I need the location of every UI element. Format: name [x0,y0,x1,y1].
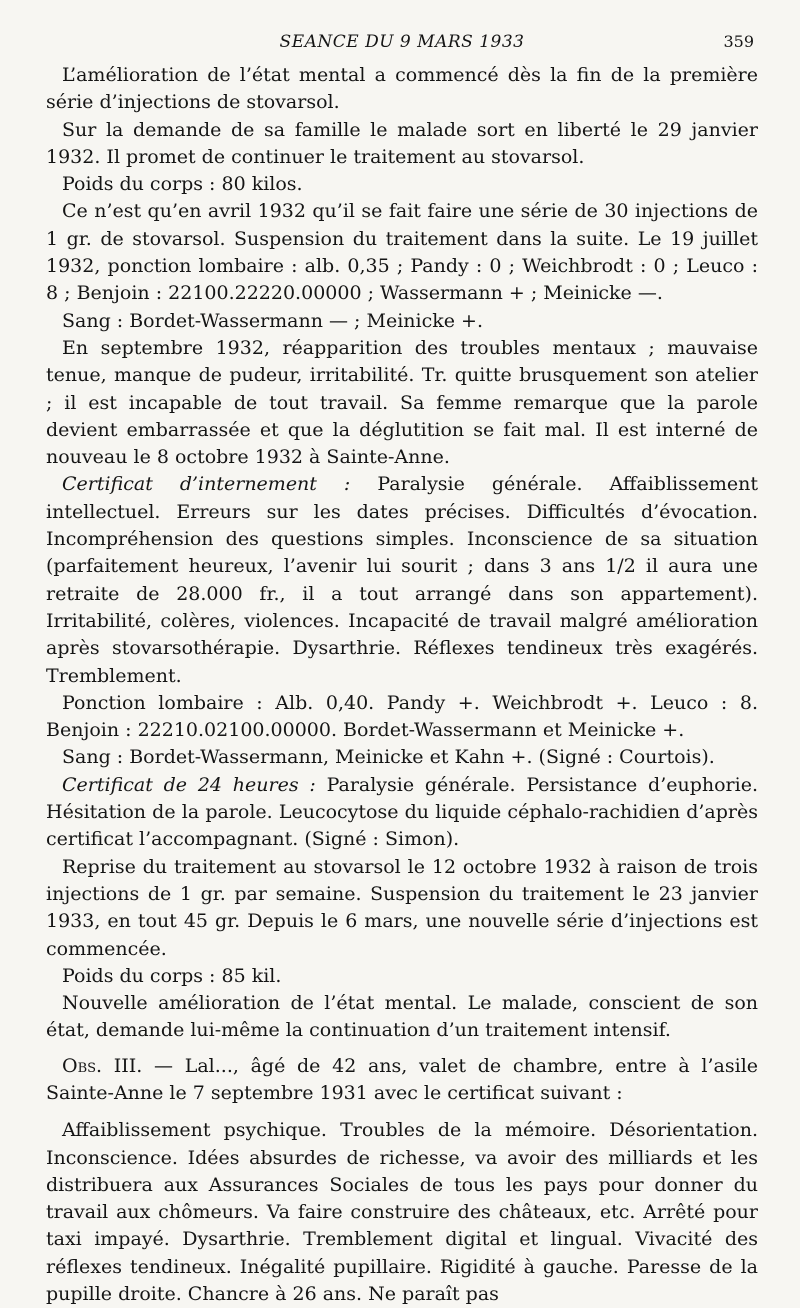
certificat-24h [46,772,758,854]
ponction-paragraph: Ponction lombaire : Alb. 0,40. Pandy +. Weichbrodt +. Leuco : 8. Benjoin : 22210.02100.00000. Bordet-Wassermann et Meinicke +. [46,691,758,742]
paragraph: En septembre 1932, réapparition des troubles mentaux ; mauvaise tenue, manque de pudeur, irritabilité. Tr. quitte brusquement son atelier ; il est incapable de tout travail. Sa femme remarque que la parole devient embarrassée et que la déglutition se fait mal. Il est interné de nouveau le 8 octobre 1932 à Sainte-Anne. [46,336,758,469]
sang-paragraph: Sang : Bordet-Wassermann, Meinicke et Kahn +. (Signé : Courtois). [62,746,715,769]
reprise-paragraph: Reprise du traitement au stovarsol le 12 octobre 1932 à raison de trois injections de 1 gr. par semaine. Suspension du traitement le 23 janvier 1933, en tout 45 gr. Depuis le 6 mars, une nouvelle série d’injections est commencée. [46,855,758,960]
body-text [46,62,758,1308]
observation-paragraph [46,1053,758,1108]
certificat-internement-label: Certificat d’internement : [62,473,351,496]
running-title: SEANCE DU 9 MARS 1933 [279,32,525,52]
poids-paragraph: Poids du corps : 85 kil. [62,964,282,987]
certificat-24h-label: Certificat de 24 heures : [62,773,316,796]
final-paragraph: Affaiblissement psychique. Troubles de la mémoire. Désorientation. Inconscience. Idées absurdes de richesse, va avoir des milliards et les distribuera aux Assurances Sociales de tous les pays pour donner du travail aux chômeurs. Va faire construire des châteaux, etc. Arrêté pour taxi impayé. Dysarthrie. Tremblement digital et lingual. Vivacité des réflexes tendineux. Inégalité pupillaire. Rigidité à gauche. Paresse de la pupille droite. Chancre à 26 ans. Ne paraît pas [46,1119,758,1306]
paragraph: L’amélioration de l’état mental a commencé dès la fin de la première série d’injections de stovarsol. [46,64,758,114]
page-number: 359 [723,32,754,51]
paragraph: Sur la demande de sa famille le malade sort en liberté le 29 janvier 1932. Il promet de continuer le traitement au stovarsol. [46,118,758,168]
page-header [46,0,758,62]
certificat-internement [46,471,758,689]
observation-text: — Lal..., âgé de 42 ans, valet de chambre, entre à l’asile Sainte-Anne le 7 septembre 1931 avec le certificat suivant : [46,1054,759,1104]
paragraph: Ce n’est qu’en avril 1932 qu’il se fait faire une série de 30 injections de 1 gr. de stovarsol. Suspension du traitement dans la suite. Le 19 juillet 1932, ponction lombaire : alb. 0,35 ; Pandy : 0 ; Weichbrodt : 0 ; Leuco : 8 ; Benjoin : 22100.22220.00000 ; Wassermann + ; Meinicke —. [46,200,758,305]
certificat-24h-text: Paralysie générale. Persistance d’euphorie. Hésitation de la parole. Leucocytose du liquide céphalo-rachidien d’après certificat l’accompagnant. (Signé : Simon). [46,773,759,851]
observation-label: Obs. III. [62,1054,143,1077]
paragraph: Poids du corps : 80 kilos. [62,173,303,196]
certificat-internement-text: Paralysie générale. Affaiblissement intellectuel. Erreurs sur les dates précises. Difficultés d’évocation. Incompréhension des questions simples. Inconscience de sa situation (parfaitement heureux, l’avenir lui sourit ; dans 3 ans 1/2 il aura une retraite de 28.000 fr., il a tout arrangé dans son appartement). Irritabilité, colères, violences. Incapacité de travail malgré amélioration après stovarsothérapie. Dysarthrie. Réflexes tendineux très exagérés. Tremblement. [46,473,758,687]
paragraph: Sang : Bordet-Wassermann — ; Meinicke +. [62,309,483,332]
nouvelle-paragraph: Nouvelle amélioration de l’état mental. Le malade, conscient de son état, demande lui-même la continuation d’un traitement intensif. [46,992,758,1042]
